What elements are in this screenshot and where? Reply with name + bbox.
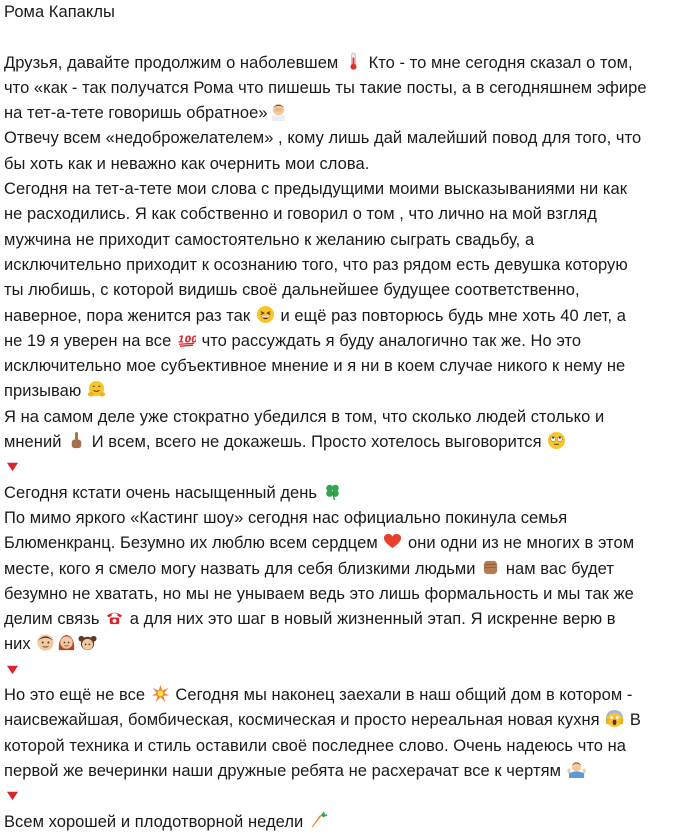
text-span: делим связь [4, 610, 100, 629]
text-span: Всем хорошей и плодотворной недели [4, 812, 304, 831]
paragraph-line [4, 683, 699, 708]
text-span: наверное, пора женится раз так [4, 306, 251, 325]
paragraph-line [4, 481, 699, 506]
paragraph-line: которой техника и стиль оставили своё последнее слово. Очень надеюсь что на [4, 736, 627, 755]
author-line [4, 0, 699, 25]
paragraph-line [4, 304, 699, 329]
paragraph-line [4, 759, 699, 784]
hugging-face-emoji [87, 380, 106, 399]
text-span: а для них это шаг в новый жизненный этап. Я искренне верю в [129, 610, 616, 629]
text-span: Блюменкранц. Безумно их люблю всем сердцем [4, 534, 378, 553]
paragraph-line: Я на самом деле уже стократно убедился в том, что сколько людей столько и [4, 407, 605, 426]
index-pointing-up-emoji [67, 431, 86, 450]
text-span: призываю [4, 382, 82, 401]
text-span: первой же вечеринки наши дружные ребята не расхерачат все к чертям [4, 761, 561, 780]
paragraph-line: не расходились. Я как собственно и говорил о том , что лично на мой взгляд [4, 205, 597, 224]
text-span: Но это ещё не все [4, 686, 146, 705]
text-span: что рассуждать я буду аналогично так же. Но это [201, 331, 582, 350]
text-span: на тет-а-тете говоришь обратное» [4, 104, 268, 123]
thermometer-emoji [344, 52, 363, 71]
separator-line [4, 455, 699, 480]
separator-line [4, 658, 699, 683]
paragraph-line: мужчина не приходит самостоятельно к желанию сыграть свадьбу, а [4, 230, 535, 249]
paragraph-line: исключительно приходит к осознанию того, что раз рядом есть девушка которую [4, 255, 628, 274]
man-facepalm-emoji [269, 102, 288, 121]
red-triangle-down-emoji [6, 789, 19, 802]
raised-fist-emoji [481, 558, 500, 577]
text-span: Сегодня кстати очень насыщенный день [4, 483, 318, 502]
paragraph-line [4, 379, 699, 404]
paragraph-line [4, 632, 699, 657]
red-triangle-down-emoji [6, 663, 19, 676]
blank-line [4, 25, 699, 50]
text-span: они одни из не многих в этом [408, 534, 635, 553]
text-span: Кто - то мне сегодня сказал о том, [368, 53, 633, 72]
hundred-points-emoji [177, 330, 196, 349]
text-span: них [4, 635, 31, 654]
woman-face-emoji [57, 633, 76, 652]
text-span: мнений [4, 433, 62, 452]
paragraph-line: Сегодня на тет-а-тете мои слова с предыдущими моими высказываниями ни как [4, 180, 627, 199]
red-triangle-down-emoji [6, 460, 19, 473]
girl-face-emoji [78, 633, 97, 652]
text-span: Сегодня мы наконец заехали в наш общий дом в котором - [175, 686, 633, 705]
paragraph-line [4, 607, 699, 632]
man-shrugging-emoji [567, 760, 586, 779]
telephone-emoji [105, 608, 124, 627]
text-span: И всем, всего не докажешь. Просто хотелось выговорится [91, 433, 542, 452]
grinning-squinting-emoji [256, 305, 275, 324]
face-with-rolling-eyes-emoji [547, 431, 566, 450]
paragraph-line: безумно не хватать, но мы не унываем ведь это лишь формальность и мы так же [4, 584, 634, 603]
four-leaf-clover-emoji [323, 482, 342, 501]
text-span: месте, кого я смело могу назвать для себя близкими людьми [4, 559, 476, 578]
text-span: В [629, 711, 641, 730]
paragraph-line [4, 430, 699, 455]
face-screaming-emoji [605, 709, 624, 728]
carrot-emoji [309, 811, 328, 830]
text-span: Друзья, давайте продолжим о наболевшем [4, 53, 339, 72]
text-span: не 19 я уверен на все [4, 331, 172, 350]
red-heart-emoji [383, 532, 402, 551]
paragraph-line: бы хоть как и неважно как очернить мои слова. [4, 154, 370, 173]
paragraph-line [4, 51, 699, 76]
paragraph-line: По мимо яркого «Кастинг шоу» сегодня нас официально покинула семья [4, 508, 568, 527]
paragraph-line [4, 101, 699, 126]
text-span: нам вас будет [505, 559, 614, 578]
collision-emoji [151, 684, 170, 703]
paragraph-line [4, 557, 699, 582]
author-name: Рома Капаклы [4, 3, 115, 21]
paragraph-line: Отвечу всем «недоброжелателем» , кому лишь дай малейший повод для того, что [4, 129, 642, 148]
paragraph-line: что «как - так получатся Рома что пишешь ты такие посты, а в сегодняшнем эфире [4, 78, 647, 97]
paragraph-line: исключительно мое субъективное мнение и я ни в коем случае никого к нему не [4, 357, 626, 376]
text-span: наисвежайшая, бомбическая, космическая и просто нереальная новая кухня [4, 711, 600, 730]
paragraph-line [4, 329, 699, 354]
paragraph-line [4, 708, 699, 733]
paragraph-line: ты любишь, с которой видишь своё дальнейшее будущее соответственно, [4, 281, 580, 300]
paragraph-line [4, 531, 699, 556]
text-span: и ещё раз повторюсь будь мне хоть 40 лет, а [280, 306, 626, 325]
paragraph-line [4, 810, 699, 835]
man-face-emoji [36, 633, 55, 652]
separator-line [4, 784, 699, 809]
